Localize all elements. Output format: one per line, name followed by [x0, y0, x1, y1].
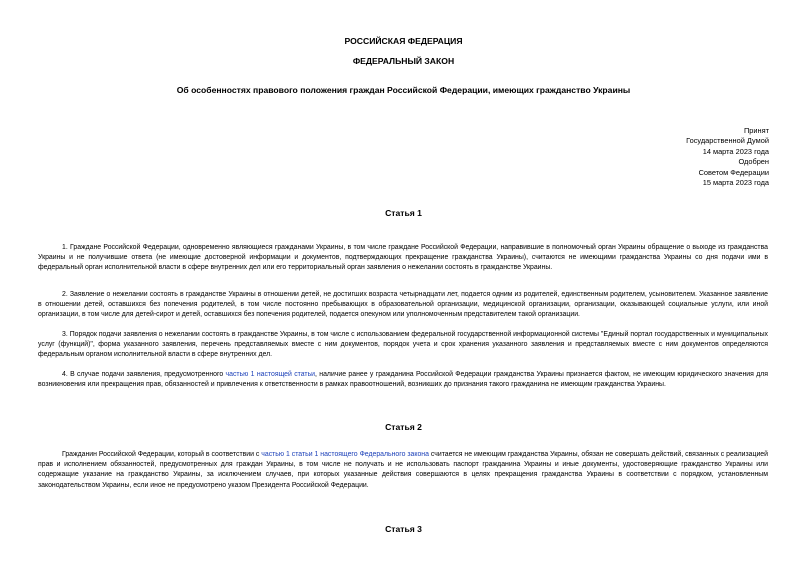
- reference-link-article-1-part-1[interactable]: частью 1 статьи 1 настоящего Федерального закона: [261, 451, 429, 458]
- article-1-paragraph-3: 3. Порядок подачи заявления о нежелании состоять в гражданстве Украины, в том числе с использованием федеральной государственной информационной системы "Единый портал государственных и муниципальных услуг (функций)", форма указанного заявления, перечень представляемых вместе с ним документов, порядок учета и срок хранения указанного заявления и представляемых вместе с ним документов определяются федеральным органом исполнительной власти в сфере внутренних дел.: [38, 331, 768, 359]
- law-title: Об особенностях правового положения граждан Российской Федерации, имеющих гражданство Украины: [176, 85, 631, 95]
- adopted-by: Государственной Думой: [686, 136, 769, 146]
- article-1-paragraph-1: 1. Граждане Российской Федерации, одновременно являющиеся гражданами Украины, в том числе граждане Российской Федерации, направившие в полномочный орган Украины обращение о выходе из гражданства Украины и не получившие ответа (не имеющие достоверной информации и документов, подтверждающих прекращение гражданства Украины), считаются не имеющими гражданства Украины со дня подачи ими в федеральный орган исполнительной власти в сфере внутренних дел или его территориальный орган заявления о нежелании состоять в гражданстве Украины.: [38, 244, 768, 272]
- paragraph-text: считается не имеющим гражданства Украины, обязан не совершать действий, связанных с реализацией прав и исполнением обязанностей, предусмотренных для граждан Украины, в том числе не получать и не использовать паспорт гражданина Украины и иные документы, удостоверяющие гражданство Украины или содержащие указание на гражданство Украины, за исключением случаев, при которых указанные действия совершаются в целях прекращения гражданства Украины в соответствии с порядком, установленным законодательством Украины, если иное не предусмотрено указом Президента Российской Федерации.: [38, 451, 768, 489]
- country-heading: РОССИЙСКАЯ ФЕДЕРАЦИЯ: [344, 36, 463, 46]
- article-2-paragraph-1: [38, 450, 768, 491]
- article-1-paragraph-4: [38, 370, 768, 390]
- approved-date: 15 марта 2023 года: [702, 178, 769, 188]
- article-3-heading: Статья 3: [385, 524, 422, 534]
- adoption-block: [686, 126, 769, 188]
- adopted-label: Принят: [743, 126, 769, 135]
- article-1-heading: Статья 1: [385, 208, 422, 218]
- article-1-paragraph-2: 2. Заявление о нежелании состоять в гражданстве Украины в отношении детей, не достигших возраста четырнадцати лет, подается одним из родителей, единственным родителем, усыновителем. Указанное заявление в отношении детей, оставшихся без попечения родителей, в том числе постоянно пребывающих в образовательной организации, медицинской организации, организации, оказывающей социальные услуги, или иной организации, в том числе для детей-сирот и детей, оставшихся без попечения родителей, подается опекуном или уполномоченным представителем такой организации.: [38, 291, 768, 319]
- law-type-heading: ФЕДЕРАЛЬНЫЙ ЗАКОН: [352, 56, 455, 66]
- reference-link-part-1[interactable]: частью 1 настоящей статьи: [225, 371, 316, 378]
- paragraph-text: Гражданин Российской Федерации, который в соответствии с: [62, 451, 262, 458]
- paragraph-text: 4. В случае подачи заявления, предусмотренного: [62, 371, 226, 378]
- adopted-date: 14 марта 2023 года: [702, 146, 769, 156]
- approved-label: Одобрен: [738, 157, 769, 167]
- paragraph-text: , наличие ранее у гражданина Российской Федерации гражданства Украины признается фактом, не имеющим юридического значения для возникновения или прекращения прав, обязанностей и привлечения к ответственности в рамках правоотношений, возникших до признания такого гражданина не имеющим гражданства Украины.: [38, 371, 769, 389]
- approved-by: Советом Федерации: [698, 167, 769, 177]
- article-2-heading: Статья 2: [385, 422, 422, 432]
